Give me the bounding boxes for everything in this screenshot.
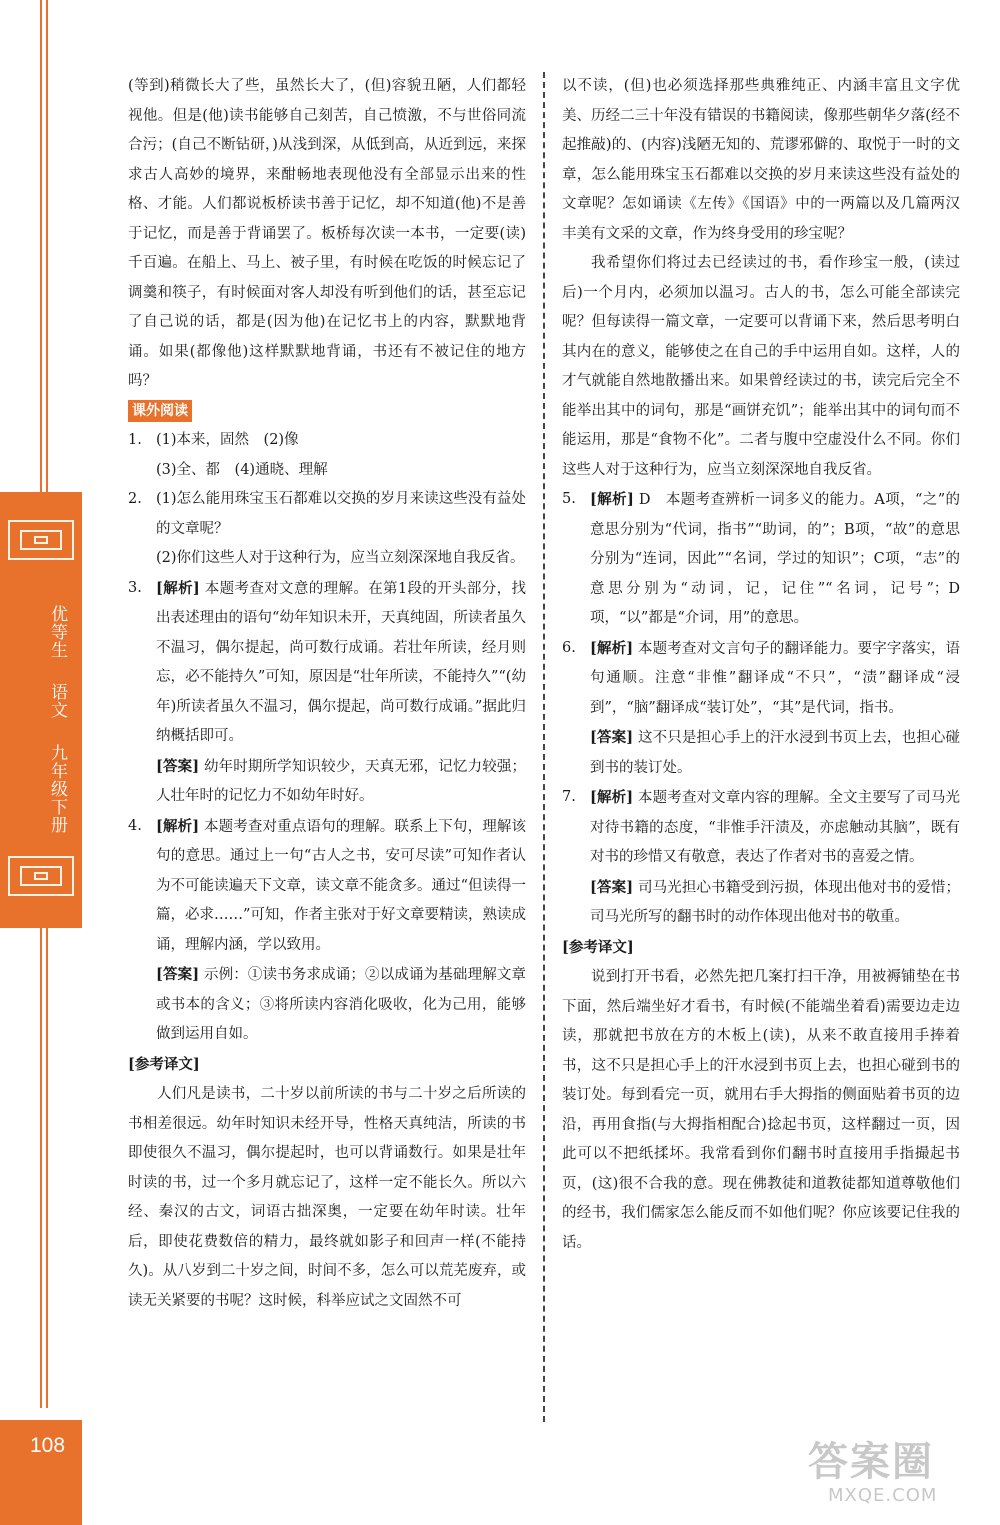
watermark — [808, 1440, 988, 1520]
answer-line: (1)怎么能用珠宝玉石都难以交换的岁月来读这些没有益处的文章呢？ — [156, 491, 526, 537]
analysis-tag: [解析] — [590, 789, 634, 806]
book-label-subject: 语文 — [47, 683, 67, 720]
extracurricular-reading-badge: 课外阅读 — [128, 400, 192, 422]
reference-translation-heading: [参考译文] — [562, 938, 634, 956]
answer-tag: [答案] — [590, 729, 634, 746]
analysis-text: 本题考查对文意的理解。在第1段的开头部分，找出表述理由的语句“幼年知识未开，天真纯固，所读者虽久不温习，偶尔提起，尚可数行成诵。若壮年所读，经月则忘，必不能持久”可知，原因是“壮年所读，不能持久”“(幼年)所读者虽久不温习，偶尔提起，尚可数行成诵。”据此归纳概括即可。 — [156, 580, 526, 744]
reference-translation: 人们凡是读书，二十岁以前所读的书与二十岁之后所读的书相差很远。幼年时知识未经开导，性格天真纯洁，所读的书即使很久不温习，偶尔提起时，也可以背诵数行。如果是壮年时读的书，过一个多月就忘记了，这样一定不能长久。所以六经、秦汉的古文，词语古拙深奥，一定要在幼年时读。壮年后，即使花费数倍的精力，最终就如影子和回声一样(不能持久)。从八岁到二十岁之间，时间不多，怎么可以荒芜废弃，或读无关紧要的书呢？这时候，科举应试之文固然不可 — [128, 1086, 526, 1309]
answer-line: (2)你们这些人对于这种行为，应当立刻深深地自我反省。 — [156, 550, 525, 566]
answer-line: (1)本来，固然 (2)像 — [156, 432, 299, 448]
analysis-text: 本题考查对文言句子的翻译能力。要字字落实，语句通顺。注意“非惟”翻译成“不只”，“渍”翻译成“浸到”，“脑”翻译成“装订处”，“其”是代词，指书。 — [590, 640, 961, 716]
question-number: 4. — [128, 817, 142, 834]
question-number: 1. — [128, 432, 142, 448]
ornament-top — [8, 520, 74, 560]
answer-text: 幼年时期所学知识较少，天真无邪，记忆力较强；人壮年时的记忆力不如幼年时好。 — [156, 758, 527, 804]
sidebar — [0, 0, 82, 1525]
watermark-logo-text: 答案圈 — [808, 1439, 934, 1485]
reference-translation-heading: [参考译文] — [128, 1055, 200, 1073]
column-divider — [543, 72, 545, 1422]
book-label — [44, 605, 70, 852]
section-heading — [128, 397, 526, 427]
answer-line: (3)全、都 (4)通晓、理解 — [156, 461, 328, 478]
question-number: 2. — [128, 491, 142, 507]
reference-translation: 说到打开书看，必然先把几案打扫干净，用被褥铺垫在书下面，然后端坐好才看书，有时候(不能端坐着看)需要边走边读，那就把书放在方的木板上(读)，从来不敢直接用手捧着书，这不只是担心手上的汗水浸到书页上去，也担心碰到书的装订处。每到看完一页，就用右手大拇指的侧面贴着书页的边沿，再用食指(与大拇指相配合)捻起书页，这样翻过一页，因此可以不把纸揉坏。我常看到你们翻书时直接用手指撮起书页，(这)很不合我的意。现在佛教徒和道教徒都知道尊敬他们的经书，我们儒家怎么能反而不如他们呢？你应该要记住我的话。 — [562, 969, 960, 1251]
ornament-bottom — [8, 856, 74, 896]
translation-paragraph: 我希望你们将过去已经读过的书，看作珍宝一般，(读过后)一个月内，必须加以温习。古人的书，怎么可能全部读完呢？但每读得一篇文章，一定要可以背诵下来，然后思考明白其内在的意义，能够使之在自己的手中运用自如。这样，人的才气就能自然地散播出来。如果曾经读过的书，读完后完全不能举出其中的词句，那是“画饼充饥”；能举出其中的词句而不能运用，那是“食物不化”。二者与腹中空虚没什么不同。你们这些人对于这种行为，应当立刻深深地自我反省。 — [562, 255, 960, 478]
question-number: 3. — [128, 579, 142, 596]
analysis-text: 本题考查对文章内容的理解。全文主要写了司马光对待书籍的态度，“非惟手汗渍及，亦虑触动其脑”，既有对书的珍惜又有敬意，表达了作者对书的喜爱之情。 — [590, 790, 961, 865]
answer-tag: [答案] — [156, 966, 200, 983]
question-number: 5. — [562, 491, 576, 507]
page-number-tab — [0, 1420, 82, 1525]
question-1 — [128, 426, 526, 485]
answer-tag: [答案] — [156, 757, 200, 775]
sidebar-stripe — [40, 928, 42, 1408]
answer-text: 这不只是担心手上的汗水浸到书页上去，也担心碰到书的装订处。 — [590, 730, 961, 776]
question-number: 7. — [562, 789, 576, 805]
analysis-text: 本题考查对重点语句的理解。联系上下句，理解该句的意思。通过上一句“古人之书，安可尽读”可知作者认为不可能读遍天下文章，读文章不能贪多。通过“但读得一篇，必求……”可知，作者主张对于好文章要精读，熟读成诵，理解内涵，学以致用。 — [156, 818, 527, 953]
question-5 — [562, 485, 960, 634]
analysis-tag: [解析] — [590, 491, 634, 508]
analysis-text: D 本题考查辨析一词多义的能力。A项，“之”的意思分别为“代词，指书”“助词，的”；B项，“故”的意思分别为“连词，因此”“名词，学过的知识”；C项，“志”的意思分别为“动词，记，记住”“名词，记号”；D项，“以”都是“介词，用”的意思。 — [590, 492, 961, 626]
sidebar-stripe — [46, 0, 48, 500]
question-6 — [562, 634, 960, 784]
analysis-tag: [解析] — [590, 639, 634, 657]
analysis-tag: [解析] — [156, 579, 200, 597]
book-label-grade: 九年级下册 — [47, 743, 67, 834]
question-3 — [128, 574, 526, 812]
question-number: 6. — [562, 639, 576, 656]
right-column — [562, 72, 960, 1258]
book-label-series: 优等生 — [47, 605, 67, 659]
question-4 — [128, 812, 526, 1050]
question-2 — [128, 485, 526, 574]
translation-continued: (等到)稍微长大了些，虽然长大了，(但)容貌丑陋，人们都轻视他。但是(他)读书能够自己刻苦，自己愤激，不与世俗同流合污；(自己不断钻研，)从浅到深，从低到高，从近到远，来探求古人高妙的境界，来酣畅地表现他没有全部显示出来的性格、才能。人们都说板桥读书善于记忆，却不知道(他)不是善于记忆，而是善于背诵罢了。板桥每次读一本书，一定要(读)千百遍。在船上、马上、被子里，有时候在吃饭的时候忘记了调羹和筷子，有时候面对客人却没有听到他们的话，甚至忘记了自己说的话，都是(因为他)在记忆书上的内容，默默地背诵。如果(都像他)这样默默地背诵，书还有不被记住的地方吗？ — [128, 78, 526, 389]
answer-text: 司马光担心书籍受到污损，体现出他对书的爱惜；司马光所写的翻书时的动作体现出他对书的敬重。 — [590, 879, 961, 925]
analysis-tag: [解析] — [156, 817, 200, 835]
page-number: 108 — [30, 1434, 66, 1457]
question-7 — [562, 783, 960, 933]
left-column — [128, 72, 526, 1316]
watermark-url: MXQE.COM — [828, 1485, 938, 1506]
sidebar-stripe — [40, 0, 42, 500]
answer-text: 示例：①读书务求成诵；②以成诵为基础理解文章或书本的含义；③将所读内容消化吸收，化为己用，能够做到运用自如。 — [156, 967, 527, 1042]
answer-tag: [答案] — [590, 878, 634, 896]
translation-continued: 以不读，(但)也必须选择那些典雅纯正、内涵丰富且文字优美、历经二三十年没有错误的书籍阅读，像那些朝华夕落(经不起推敲)的、(内容)浅陋无知的、荒谬邪僻的、取悦于一时的文章，怎么能用珠宝玉石都难以交换的岁月来读这些没有益处的文章呢？怎如诵读《左传》《国语》中的一两篇以及几篇两汉丰美有文采的文章，作为终身受用的珍宝呢？ — [562, 78, 960, 242]
sidebar-stripe — [46, 928, 48, 1408]
